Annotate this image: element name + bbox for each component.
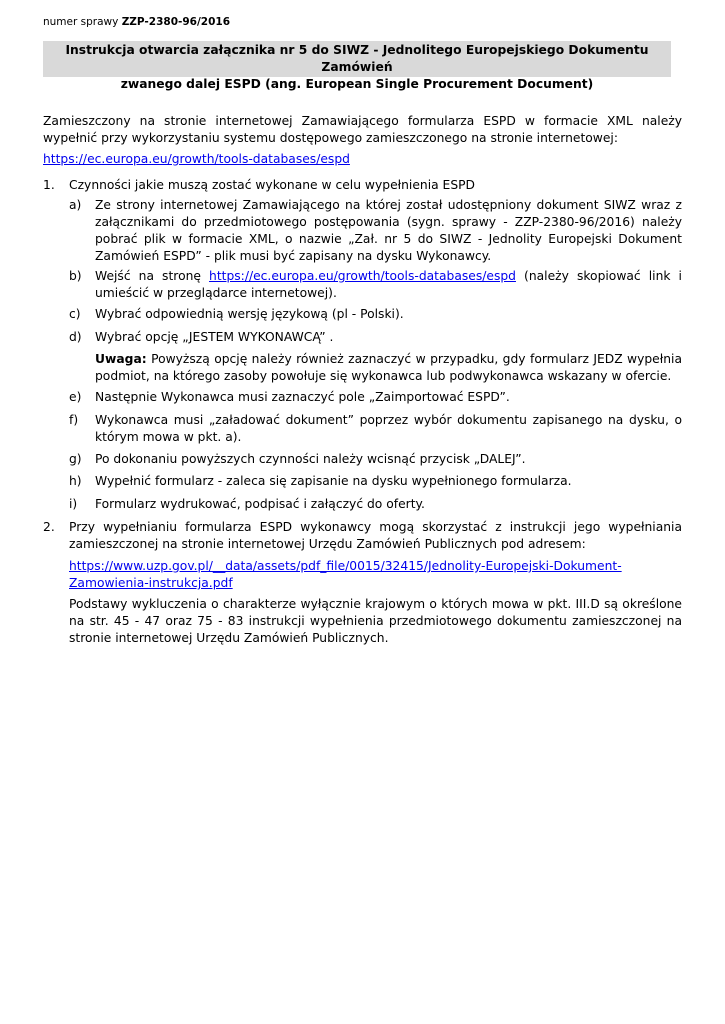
list-item-g: g) Po dokonaniu powyższych czynności należy wcisnąć przycisk „DALEJ”. [69, 452, 526, 466]
note-label: Uwaga: [95, 352, 147, 366]
section-1-number: 1. [43, 178, 55, 192]
uzp-instruction-link[interactable] [69, 558, 682, 592]
list-item-b: b) Wejść na stronę https://ec.europa.eu/growth/tools-databases/espd (należy skopiować link i umieścić w przeglądarce internetowej). [69, 269, 682, 300]
intro-paragraph: Zamieszczony na stronie internetowej Zamawiającego formularza ESPD w formacie XML należy wypełnić przy wykorzystaniu systemu dostępowego zamieszczonego na stronie internetowej: [43, 114, 682, 145]
section-2 [43, 519, 682, 553]
title-line-2: zwanego dalej ESPD (ang. European Single Procurement Document) [120, 77, 594, 91]
section-2-number: 2. [43, 520, 55, 534]
case-label: numer sprawy [43, 16, 119, 28]
note-paragraph [95, 351, 682, 385]
note-text: Powyższą opcję należy również zaznaczyć w przypadku, gdy formularz JEDZ wypełnia podmiot, na którego zasoby powołuje się wykonawca lub podwykonawca wskazany w ofercie. [95, 352, 682, 383]
list-item-c: c) Wybrać odpowiednią wersję językową (pl - Polski). [69, 307, 404, 321]
list-item-h: h) Wypełnić formularz - zaleca się zapisanie na dysku wypełnionego formularza. [69, 474, 572, 488]
list-item-e: e) Następnie Wykonawca musi zaznaczyć pole „Zaimportować ESPD”. [69, 390, 510, 404]
list-item-a: a) Ze strony internetowej Zamawiającego na której został udostępniony dokument SIWZ wraz z załącznikami do przedmiotowego postępowania (sygn. sprawy - ZZP-2380-96/2016) należy pobrać plik w formacie XML, o nazwie „Zał. nr 5 do SIWZ - Jednolity Europejski Dokument Zamówień ESPD” - plik musi być zapisany na dysku Wykonawcy. [69, 198, 682, 263]
section-1 [43, 177, 682, 194]
document-title [43, 41, 671, 91]
list-item-f: f) Wykonawca musi „załadować dokument” poprzez wybór dokumentu zapisanego na dysku, o którym mowa w pkt. a). [69, 413, 682, 444]
case-number [43, 14, 230, 31]
uzp-link-line-1[interactable]: https://www.uzp.gov.pl/__data/assets/pdf_file/0015/32415/Jednolity-Europejski-Dokument- [69, 559, 622, 573]
section-1-heading: Czynności jakie muszą zostać wykonane w celu wypełnienia ESPD [69, 178, 476, 192]
case-number-value: ZZP-2380-96/2016 [121, 16, 231, 28]
title-line-1: Instrukcja otwarcia załącznika nr 5 do SIWZ - Jednolitego Europejskiego Dokumentu Zamówień [65, 43, 649, 74]
section-2-text: Przy wypełnianiu formularza ESPD wykonawcy mogą skorzystać z instrukcji jego wypełniania zamieszczonej na stronie internetowej Urzędu Zamówień Publicznych pod adresem: [69, 520, 682, 551]
list-item-d: d) Wybrać opcję „JESTEM WYKONAWCĄ” . [69, 330, 334, 344]
uzp-link-line-2[interactable]: Zamowienia-instrukcja.pdf [69, 576, 233, 590]
espd-link[interactable]: https://ec.europa.eu/growth/tools-databases/espd [43, 152, 350, 166]
list-item-i: i) Formularz wydrukować, podpisać i załączyć do oferty. [69, 497, 425, 511]
espd-link-item-b[interactable]: https://ec.europa.eu/growth/tools-databases/espd [209, 269, 516, 283]
closing-paragraph: Podstawy wykluczenia o charakterze wyłącznie krajowym o których mowa w pkt. III.D są określone na str. 45 - 47 oraz 75 - 83 instrukcji wypełnienia przedmiotowego dokumentu zamieszczonej na stronie internetowej Urzędu Zamówień Publicznych. [69, 597, 682, 645]
